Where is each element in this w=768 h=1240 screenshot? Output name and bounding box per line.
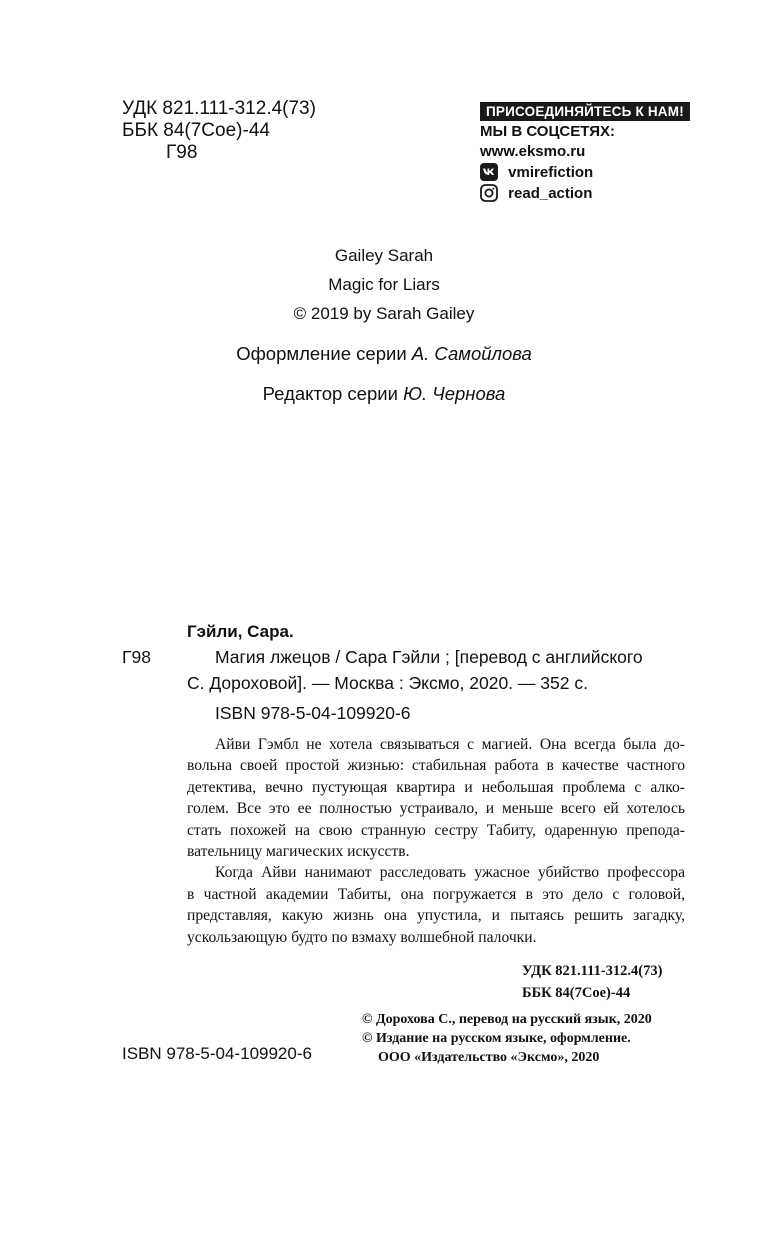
design-name: А. Самойлова	[411, 343, 532, 364]
bbk-code: ББК 84(7Сое)-44	[122, 120, 270, 141]
copyright-edition: © Издание на русском языке, оформление.	[362, 1031, 631, 1046]
annotation-line: вательницу магических искусств.	[187, 843, 410, 861]
original-edition	[0, 241, 768, 328]
series-editor-credit	[0, 383, 768, 405]
editor-name: Ю. Чернова	[403, 383, 506, 404]
bibl-line-2: С. Дороховой]. — Москва : Эксмо, 2020. — 352 с.	[187, 673, 588, 693]
bibl-line-1: Магия лжецов / Сара Гэйли ; [перевод с английского	[215, 647, 643, 667]
website-link[interactable]: www.eksmo.ru	[480, 143, 586, 160]
annotation-line: ускользающую будто по взмаху волшебной палочки.	[187, 928, 537, 946]
social-subtitle: МЫ В СОЦСЕТЯХ:	[480, 123, 616, 140]
bottom-udk: УДК 821.111-312.4(73)	[522, 963, 663, 979]
bottom-bbk: ББК 84(7Сое)-44	[522, 985, 631, 1001]
social-block	[480, 102, 690, 202]
annotation-line: представляя, какую жизнь она упустила, и пытаясь решить загадку,	[187, 907, 685, 925]
bibl-author: Гэйли, Сара.	[187, 622, 294, 641]
series-design-credit	[0, 343, 768, 365]
annotation-line: Айви Гэмбл не хотела связываться с магией. Она всегда была до-	[215, 736, 685, 753]
original-copyright: © 2019 by Sarah Gailey	[293, 304, 475, 323]
annotation-paragraph-2	[187, 862, 685, 948]
design-label: Оформление серии	[236, 343, 407, 364]
copyright-translation: © Дорохова С., перевод на русский язык, 2020	[362, 1012, 652, 1027]
copyright-block	[362, 1010, 652, 1067]
isbn-bottom: ISBN 978-5-04-109920-6	[122, 1044, 312, 1063]
bibl-isbn: ISBN 978-5-04-109920-6	[215, 703, 411, 723]
vk-handle: vmirefiction	[508, 163, 594, 181]
editor-label: Редактор серии	[262, 383, 398, 404]
copyright-publisher: ООО «Издательство «Эксмо», 2020	[378, 1050, 600, 1065]
bibl-author-mark: Г98	[122, 647, 151, 667]
annotation-line: вольна своей простой жизнью: стабильная работа в качестве частного	[187, 757, 685, 775]
instagram-icon	[480, 184, 498, 202]
vk-link[interactable]	[480, 163, 690, 181]
bottom-codes	[522, 960, 662, 1004]
annotation-paragraph-1	[187, 734, 685, 862]
udk-code: УДК 821.111-312.4(73)	[122, 98, 316, 119]
author-mark: Г98	[166, 142, 198, 163]
header-codes	[122, 98, 316, 164]
annotation	[187, 734, 685, 948]
original-author: Gailey Sarah	[334, 246, 434, 265]
annotation-line: в частной академии Табиты, она погружается в это дело с головой,	[187, 885, 685, 903]
annotation-line: детектива, вечно пустующая квартира и небольшая проблема с алко-	[187, 778, 685, 796]
annotation-line: голем. Все это ее полностью устраивало, и меньше всего ей хотелось	[187, 800, 685, 818]
instagram-handle: read_action	[508, 184, 593, 202]
join-banner: ПРИСОЕДИНЯЙТЕСЬ К НАМ!	[480, 102, 690, 121]
vk-icon	[480, 163, 498, 181]
annotation-line: Когда Айви нанимают расследовать ужасное убийство профессора	[215, 864, 685, 882]
annotation-line: стать похожей на свою странную сестру Табиту, одаренную препода-	[187, 821, 685, 839]
instagram-link[interactable]	[480, 184, 690, 202]
original-title: Magic for Liars	[328, 275, 440, 294]
